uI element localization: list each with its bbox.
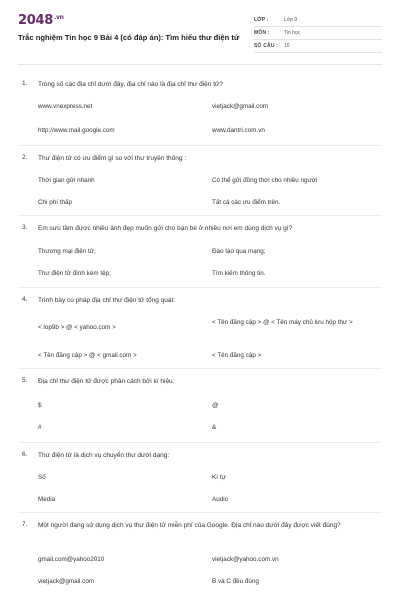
option-d[interactable]: www.dantri.com.vn bbox=[212, 127, 265, 134]
question-number: 7. bbox=[22, 521, 28, 528]
option-b[interactable]: Kí tự bbox=[212, 474, 226, 481]
info-key: LỚP : bbox=[254, 17, 269, 23]
info-value: 10 bbox=[284, 43, 290, 49]
question-number: 1. bbox=[22, 80, 28, 87]
question-text: Thư điện tử là dịch vụ chuyển thư dưới dạng: bbox=[38, 452, 170, 459]
question-separator bbox=[18, 287, 382, 288]
question-7 bbox=[22, 521, 377, 531]
question-4 bbox=[22, 296, 377, 306]
question-number: 2. bbox=[22, 154, 28, 161]
option-d[interactable]: Audio bbox=[212, 496, 229, 503]
option-c[interactable]: http://www.mail.google.com bbox=[38, 127, 115, 134]
header-divider bbox=[18, 64, 382, 65]
question-number: 5. bbox=[22, 377, 28, 384]
question-number: 3. bbox=[22, 224, 28, 231]
option-a[interactable]: < lop9b > @ < yahoo.com > bbox=[38, 324, 116, 331]
info-value: Tin học bbox=[284, 30, 301, 36]
question-text: Một người đang sử dụng dịch vụ thư điện tử miễn phí của Google. Địa chỉ nào dưới đây được viết đúng? bbox=[38, 522, 341, 529]
option-a[interactable]: Số bbox=[38, 474, 46, 481]
option-c[interactable]: vietjack@gmail.com bbox=[38, 578, 95, 585]
info-key: SỐ CÂU : bbox=[254, 43, 279, 49]
question-6 bbox=[22, 451, 377, 461]
question-text: Em sưu tầm được nhiều ảnh đẹp muốn gửi cho bạn bè ở nhiều nơi em dùng dịch vụ gì? bbox=[38, 225, 293, 232]
question-number: 6. bbox=[22, 451, 28, 458]
question-text: Thư điện tử có ưu điểm gì so với thư truyền thống : bbox=[38, 155, 187, 162]
option-c[interactable]: Chi phí thấp bbox=[38, 199, 72, 206]
question-separator bbox=[18, 215, 382, 216]
option-a[interactable]: Thương mại điện tử; bbox=[38, 248, 96, 255]
option-c[interactable]: Media bbox=[38, 496, 56, 503]
option-a[interactable]: $ bbox=[38, 402, 42, 409]
question-separator bbox=[18, 368, 382, 369]
question-text: Trong số các địa chỉ dưới đây, địa chỉ nào là địa chỉ thư điện tử? bbox=[38, 81, 223, 88]
option-b[interactable]: vietjack@yahoo.com.vn bbox=[212, 556, 279, 563]
info-value: Lớp 9 bbox=[284, 17, 298, 23]
option-a[interactable]: gmail.com@yahoo2010 bbox=[38, 556, 105, 563]
option-d[interactable]: Tìm kiếm thông tin. bbox=[212, 270, 266, 277]
option-b[interactable]: < Tên đăng cập > @ < Tên máy chủ lưu hộp thư > bbox=[212, 319, 353, 326]
question-text: Trình bày cú pháp địa chỉ thư điện tử tổng quát: bbox=[38, 297, 176, 304]
info-row-class bbox=[254, 14, 382, 27]
question-separator bbox=[18, 512, 382, 513]
option-c[interactable]: < Tên đăng cập > @ < gmail.com > bbox=[38, 352, 137, 359]
logo-sub-text: .vn bbox=[53, 13, 64, 21]
question-text: Địa chỉ thư điện tử được phân cách bởi kí hiệu: bbox=[38, 378, 175, 385]
option-c[interactable]: Thư điện tử đính kèm tệp; bbox=[38, 270, 111, 277]
option-d[interactable]: B và C đều đúng bbox=[212, 578, 259, 585]
question-separator bbox=[18, 442, 382, 443]
question-1 bbox=[22, 80, 377, 90]
question-separator bbox=[18, 145, 382, 146]
option-d[interactable]: Tất cả các ưu điểm trên. bbox=[212, 199, 281, 206]
option-b[interactable]: @ bbox=[212, 402, 219, 409]
info-row-count bbox=[254, 40, 382, 53]
option-d[interactable]: & bbox=[212, 424, 217, 431]
info-table bbox=[254, 14, 382, 53]
question-3 bbox=[22, 224, 377, 234]
question-number: 4. bbox=[22, 296, 28, 303]
option-b[interactable]: vietjack@gmail.com bbox=[212, 103, 269, 110]
question-5 bbox=[22, 377, 377, 387]
question-2 bbox=[22, 154, 377, 164]
info-key: MÔN : bbox=[254, 30, 270, 36]
option-b[interactable]: Đào tạo qua mạng; bbox=[212, 248, 266, 255]
document-title: Trắc nghiệm Tin học 9 Bài 4 (có đáp án): Tìm hiểu thư điện tử bbox=[18, 33, 240, 42]
option-b[interactable]: Có thể gửi đồng thời cho nhiều người bbox=[212, 177, 318, 184]
option-a[interactable]: Thời gian gửi nhanh bbox=[38, 177, 95, 184]
site-logo[interactable] bbox=[18, 13, 64, 28]
info-row-subject bbox=[254, 27, 382, 40]
option-c[interactable]: # bbox=[38, 424, 42, 431]
option-a[interactable]: www.vnexpress.net bbox=[38, 103, 93, 110]
logo-main-text: 2048 bbox=[18, 13, 53, 28]
option-d[interactable]: < Tên đăng cập > bbox=[212, 352, 262, 359]
